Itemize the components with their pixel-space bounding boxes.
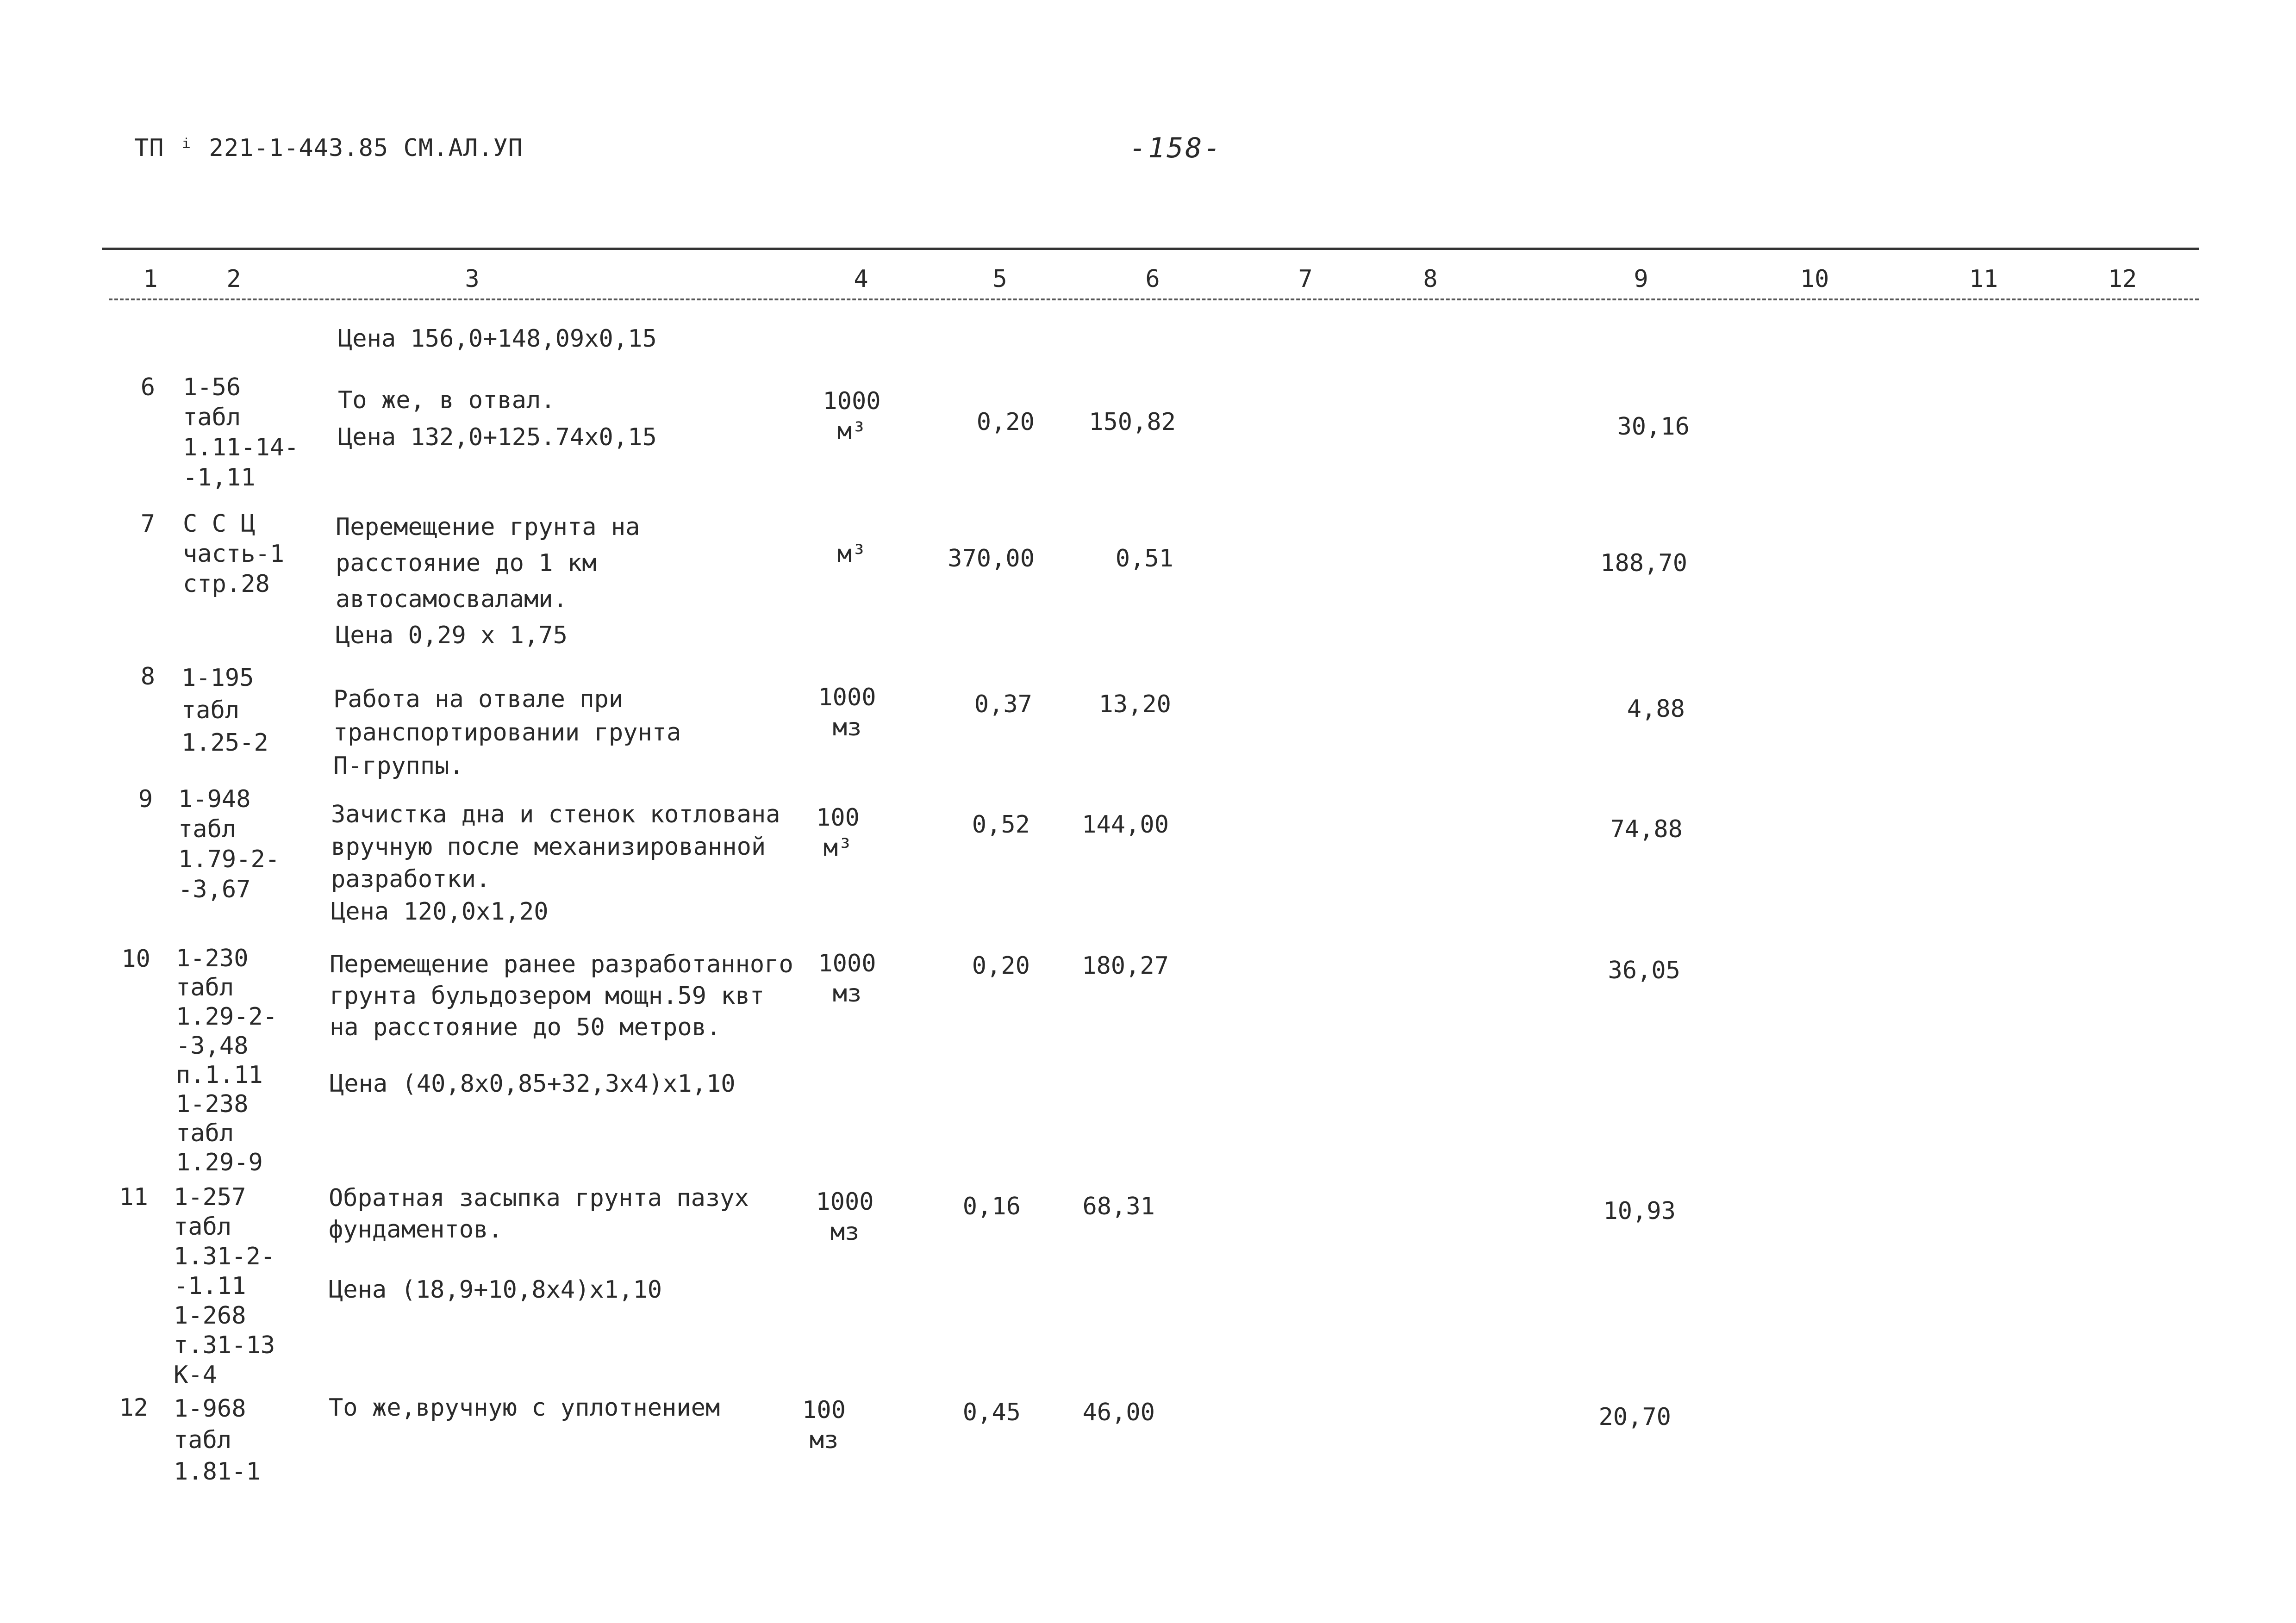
row-quantity: 0,37 bbox=[974, 690, 1032, 718]
row-description-price: Цена (40,8х0,85+32,3х4)х1,10 bbox=[330, 1070, 736, 1098]
row-unit-price: 144,00 bbox=[1082, 811, 1169, 839]
row-unit: 100 м³ bbox=[816, 804, 860, 862]
row-unit: 1000 мз bbox=[818, 684, 876, 741]
row-code: 1-968 табл 1.81-1 bbox=[174, 1395, 261, 1486]
row-description: Работа на отвале при транспортировании грунта П-группы. bbox=[333, 685, 681, 780]
row-code: 1-56 табл 1.11-14- -1,11 bbox=[183, 373, 299, 491]
column-number-10: 10 bbox=[1800, 265, 1829, 293]
row-total: 36,05 bbox=[1608, 957, 1680, 984]
row-number: 8 bbox=[140, 663, 155, 690]
column-number-12: 12 bbox=[2108, 265, 2137, 293]
row-number: 11 bbox=[119, 1183, 148, 1211]
column-number-7: 7 bbox=[1298, 265, 1313, 293]
row-code: 1-948 табл 1.79-2- -3,67 bbox=[178, 785, 280, 903]
row-number: 10 bbox=[121, 945, 150, 973]
row-quantity: 0,16 bbox=[962, 1193, 1021, 1220]
row-unit-price: 68,31 bbox=[1082, 1193, 1155, 1220]
column-number-6: 6 bbox=[1145, 265, 1160, 293]
continuation-price: Цена 156,0+148,09х0,15 bbox=[338, 325, 657, 353]
row-code: 1-230 табл 1.29-2- -3,48 п.1.11 1-238 табл 1.29-9 bbox=[176, 945, 278, 1176]
row-unit: 100 мз bbox=[802, 1396, 846, 1454]
column-number-4: 4 bbox=[854, 265, 868, 293]
row-unit: 1000 м³ bbox=[823, 387, 881, 445]
column-number-11: 11 bbox=[1969, 265, 1998, 293]
row-description: Перемещение ранее разработанного грунта бульдозером мощн.59 квт на расстояние до 50 метров. bbox=[330, 951, 793, 1041]
column-number-2: 2 bbox=[226, 265, 241, 293]
row-quantity: 0,20 bbox=[972, 952, 1030, 980]
column-number-8: 8 bbox=[1423, 265, 1438, 293]
column-number-1: 1 bbox=[143, 265, 158, 293]
row-description-price: Цена (18,9+10,8х4)х1,10 bbox=[329, 1276, 662, 1304]
row-code: 1-257 табл 1.31-2- -1.11 1-268 т.31-13 К-4 bbox=[174, 1183, 275, 1389]
row-total: 74,88 bbox=[1610, 815, 1683, 843]
row-total: 10,93 bbox=[1603, 1197, 1676, 1225]
row-unit-price: 0,51 bbox=[1115, 545, 1173, 572]
column-number-5: 5 bbox=[992, 265, 1007, 293]
row-total: 188,70 bbox=[1600, 549, 1687, 577]
row-description: То же,вручную с уплотнением bbox=[329, 1394, 720, 1422]
row-quantity: 0,52 bbox=[972, 811, 1030, 839]
row-unit-price: 180,27 bbox=[1082, 952, 1169, 980]
column-header-rule bbox=[109, 298, 2199, 300]
column-number-9: 9 bbox=[1634, 265, 1648, 293]
row-unit: м³ bbox=[837, 540, 867, 568]
row-total: 4,88 bbox=[1627, 695, 1685, 723]
row-quantity: 0,20 bbox=[976, 408, 1035, 436]
row-number: 9 bbox=[138, 785, 153, 813]
row-description: То же, в отвал. Цена 132,0+125.74х0,15 bbox=[338, 386, 657, 451]
row-description: Перемещение грунта на расстояние до 1 км автосамосвалами. Цена 0,29 х 1,75 bbox=[336, 513, 640, 649]
row-unit-price: 150,82 bbox=[1089, 408, 1176, 436]
row-code: 1-195 табл 1.25-2 bbox=[181, 664, 268, 757]
row-total: 20,70 bbox=[1598, 1403, 1671, 1431]
row-number: 7 bbox=[140, 510, 155, 538]
row-total: 30,16 bbox=[1617, 413, 1690, 441]
table-top-rule bbox=[102, 248, 2199, 250]
row-unit: 1000 мз bbox=[816, 1188, 874, 1246]
row-code: С С Ц часть-1 стр.28 bbox=[183, 510, 285, 598]
row-description: Зачистка дна и стенок котлована вручную после механизированной разработки. Цена 120,0х1,20 bbox=[331, 801, 780, 926]
row-number: 6 bbox=[140, 373, 155, 401]
column-number-3: 3 bbox=[465, 265, 480, 293]
row-quantity: 0,45 bbox=[962, 1399, 1021, 1426]
row-unit-price: 46,00 bbox=[1082, 1399, 1155, 1426]
row-unit: 1000 мз bbox=[818, 950, 876, 1007]
row-unit-price: 13,20 bbox=[1098, 690, 1171, 718]
page-number: -158- bbox=[1129, 132, 1223, 164]
document-code: ТП ⁱ 221-1-443.85 СМ.АЛ.УП bbox=[134, 134, 523, 162]
row-description: Обратная засыпка грунта пазух фундаментов. bbox=[329, 1184, 749, 1244]
row-number: 12 bbox=[119, 1394, 148, 1422]
row-quantity: 370,00 bbox=[948, 545, 1035, 572]
